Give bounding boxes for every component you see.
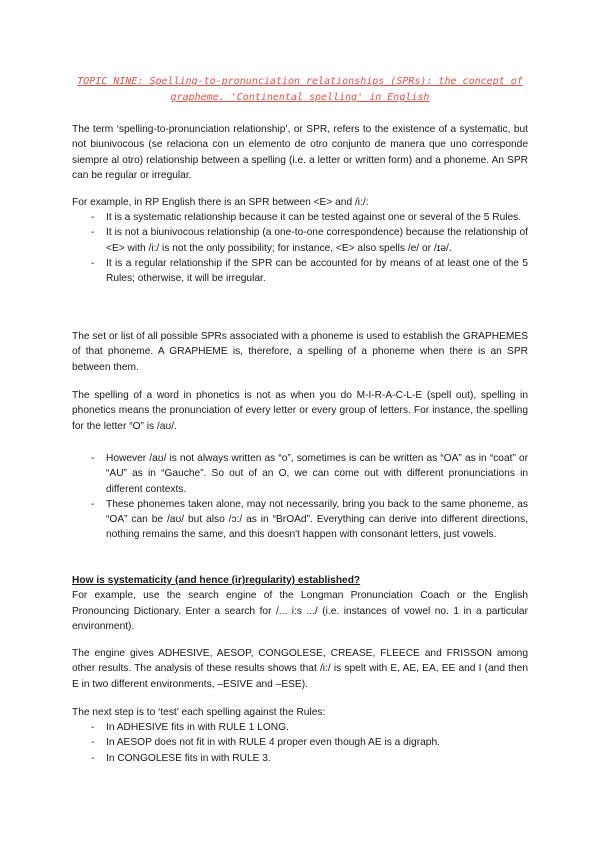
title-line-1: TOPIC NINE: Spelling-to-pronunciation relationships (SPRs): the concept of — [77, 76, 523, 87]
list-item: - It is not a biunivocous relationship (a one-to-one correspondence) because the relationship of <E> with /i:/ is not the only possibility; for instance, <E> also spells /e/ or /ɪə/. — [72, 225, 528, 256]
example-list — [72, 210, 528, 286]
notes-list — [72, 451, 528, 543]
section-heading: How is systematicity (and hence (ir)regularity) established? — [72, 575, 361, 586]
intro-paragraph: The term ‘spelling-to-pronunciation relationship’, or SPR, refers to the existence of a systematic, but not biunivocous (se relaciona con un elemento de otro conjunto de manera que uno corresponde siempre al otro) relationship between a spelling (i.e. a letter or written form) and a phoneme. An SPR can be regular or irregular. — [72, 124, 528, 181]
next-step-paragraph: The next step is to ‘test’ each spelling against the Rules: — [72, 707, 326, 718]
list-item: - It is a systematic relationship because it can be tested against one or several of the 5 Rules. — [72, 210, 528, 225]
list-item: - In AESOP does not fit in with RULE 4 proper even though AE is a digraph. — [72, 735, 528, 750]
list-item: - However /aʊ/ is not always written as “o”, sometimes is can be written as “OA” as in “coat” or “AU” as in “Gauche”. So out of an O, we can come out with different pronunciations in different contexts. — [72, 451, 528, 497]
list-item: - It is a regular relationship if the SPR can be accounted for by means of at least one of the 5 Rules; otherwise, it will be irregular. — [72, 256, 528, 287]
systematicity-section — [72, 573, 528, 634]
systematicity-text: For example, use the search engine of the Longman Pronunciation Coach or the English Pronouncing Dictionary. Enter a search for /... i:s .../ (i.e. instances of vowel no. 1 in a particular environment). — [72, 590, 528, 632]
engine-paragraph: The engine gives ADHESIVE, AESOP, CONGOLESE, CREASE, FLEECE and FRISSON among other results. The analysis of these results shows that /i:/ is spelt with E, AE, EA, EE and I (and then E in two different environments, –ESIVE and –ESE). — [72, 648, 528, 690]
spelling-paragraph: The spelling of a word in phonetics is not as when you do M-I-R-A-C-L-E (spell out), spelling in phonetics means the pronunciation of every letter or every group of letters. For instance, the spelling for the letter “O” is /aʊ/. — [72, 390, 528, 432]
list-item: - These phonemes taken alone, may not necessarily, bring you back to the same phoneme, as “OA” can be /aʊ/ but also /ɔ:/ as in “BrOAd”. Everything can derive into different directions, nothing remains the same, and this doesn't happen with consonant letters, just vowels. — [72, 497, 528, 543]
page-title — [70, 74, 530, 106]
next-step-list — [72, 720, 528, 766]
list-item: - In CONGOLESE fits in with RULE 3. — [72, 751, 528, 766]
list-item: - In ADHESIVE fits in with RULE 1 LONG. — [72, 720, 528, 735]
graphemes-paragraph: The set or list of all possible SPRs associated with a phoneme is used to establish the GRAPHEMES of that phoneme. A GRAPHEME is, therefore, a spelling of a phoneme when there is an SPR between them. — [72, 331, 528, 373]
example-paragraph: For example, in RP English there is an SPR between <E> and /i:/: — [72, 197, 369, 208]
title-line-2: grapheme. 'Continental spelling' in English — [170, 92, 430, 103]
